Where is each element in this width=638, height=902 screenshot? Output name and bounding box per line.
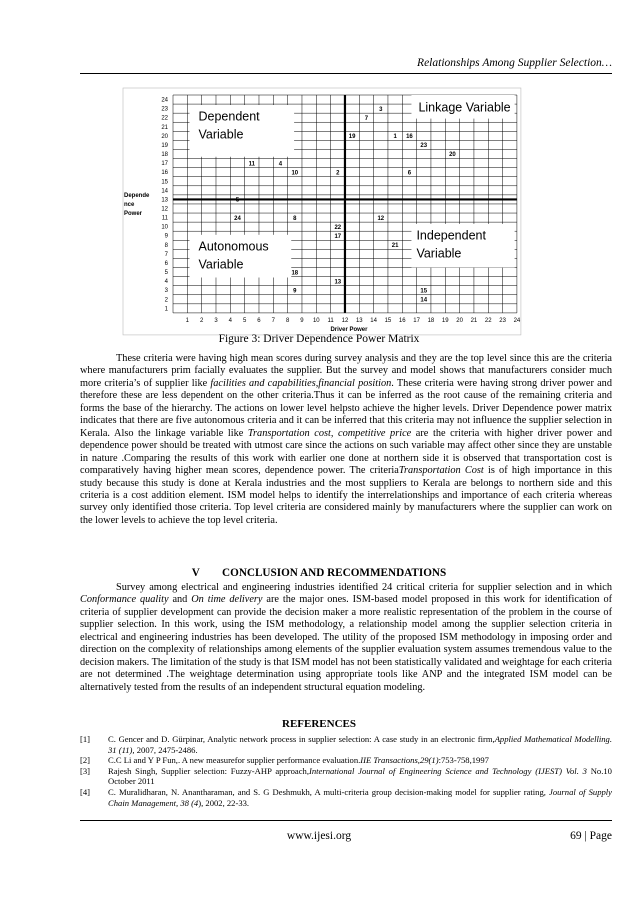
x-tick-label: 18 [427,317,435,324]
italic-run: Transportation cost, competitive price [247,427,412,439]
y-tick-label: 16 [161,170,168,177]
italic-run: facilities and capabilities,financial position [210,377,392,389]
x-tick-label: 17 [413,317,420,324]
paragraph-analysis-text: These criteria were having high mean scores during survey analysis and they are the top level since this are the criteria where manufacturers prim facially evaluates the supplier. But the survey and model shows that manufacturers consider much more criteria’s of supplier like facilities and capabilities,financial position. These criteria were having strong driver power and therefore these are less dependent on the other criteria.Thus it can be inferred as the root cause of the remaining criteria and forms the base of the hierarchy. The actions on lower level helpsto achieve the higher levels. Driver Dependence power matrix indicates that there are five autonomous criteria and it can be inferred that this criteria may not influence the supplier selection in Kerala. Also the linkage variable like Transportation cost, competitive price are the criteria with higher driver power and dependence power should be treated with utmost care since the actions on such variable may affect other since they are unstable in nature .Comparing the results of this work with earlier one done at northern side it is observed that transportation cost is comparatively having higher mean scores, dependence power. The criteriaTransportation Cost is of high importance in this study because this study is done at Kerala industries and the most suppliers to Kerala are belongs to northern side and this criteria is a cost addition element. ISM model helps to identify the interrelationships and importance of each criteria whereas survey only identified those criteria. Top level criteria are considered mainly by manufacturers where the supplier can work on the lower levels to achieve the top level criteria. [80,353,613,526]
x-tick-label: 21 [470,317,478,324]
x-tick-label: 19 [441,317,449,324]
quadrant-label: Dependent [198,109,260,124]
data-point-label: 14 [420,297,428,304]
x-tick-label: 24 [513,317,521,324]
reference-text: C. Muralidharan, N. Anantharaman, and S. G Deshmukh, A multi-criteria group decision-making model for supplier rating, Journal of Supply Chain Management, 38 (4), 2002, 22-33. [108,786,612,808]
y-axis-label: Depende [124,193,150,199]
x-tick-label: 7 [271,317,275,324]
data-point-label: 9 [293,288,297,295]
x-tick-label: 1 [185,317,190,324]
quadrant-label: Variable [198,127,244,142]
references-heading: REFERENCES [282,718,356,730]
quadrant-label: Independent [416,228,486,243]
y-tick-label: 23 [161,106,168,113]
data-point-label: 16 [406,134,413,141]
figure-caption: Figure 3: Driver Dependence Power Matrix [218,333,420,345]
data-point-label: 3 [379,106,383,113]
x-tick-label: 5 [242,317,247,324]
data-point-label: 4 [278,161,283,168]
section-heading [0,567,638,579]
x-axis-label: Driver Power [330,326,368,333]
quadrant-label: Variable [198,257,244,272]
y-tick-label: 3 [164,288,168,295]
y-tick-label: 12 [161,206,168,213]
paragraph-conclusion-text: Survey among electrical and engineering industries identified 24 critical criteria for supplier selection and in which Conformance quality and On time delivery are the major ones. ISM-based model proposed in this work for identification of criteria of supplier development can provide the decision maker a more realistic representation of the problem in the course of supplier selection. In this work, using the ISM methodology, a relationship model among the supplier selection criteria in electrical and engineering industries has been developed. The utility of the proposed ISM methodology in imposing order and direction on the complexity of relationships among elements of the supplier evaluation system assumes tremendous value to the decision makers. The limitation of the study is that ISM model has not been statistically validated and weightage for each criteria are not determined .The weightage determination using appropriate tools like ANP and the integrated ISM model can be alternatively tested from the results of an independent structural equation modeling. [80,582,613,693]
x-tick-label: 20 [456,317,463,324]
y-tick-label: 10 [161,224,168,231]
italic-run: Transportation Cost [398,465,484,477]
references-list [80,734,612,808]
x-tick-label: 2 [199,317,204,324]
reference-text: C. Gencer and D. Gürpinar, Analytic network process in supplier selection: A case study in an electronic firm,Applied Mathematical Modelling. 31 (11), 2007, 2475-2486. [108,734,613,755]
y-tick-label: 20 [161,133,168,140]
y-tick-label: 18 [161,152,168,159]
reference-text: C.C Li and Y P Fun,. A new measurefor supplier performance evaluation.IIE Transactions,29(1):753-758,1997 [108,755,489,766]
footer-rule [80,820,612,821]
data-point-label: 1 [393,134,397,141]
data-point-label: 17 [334,233,342,240]
reference-item [80,787,612,808]
y-tick-label: 1 [164,306,168,313]
y-tick-label: 14 [161,188,168,195]
section-heading-text: V CONCLUSION AND RECOMMENDATIONS [191,567,447,579]
italic-run: Journal of Supply Chain Management, 38 (4 [108,786,612,808]
data-point-label: 15 [420,288,428,295]
data-point-label: 2 [336,170,340,177]
y-tick-label: 21 [161,124,168,131]
paragraph-conclusion [80,582,612,694]
data-point-label: 23 [420,143,428,150]
x-tick-label: 13 [355,317,363,324]
y-tick-label: 8 [164,242,168,249]
y-tick-label: 5 [164,270,168,277]
x-tick-label: 12 [341,317,349,324]
italic-run: Applied Mathematical Modelling. 31 (11), [108,734,613,755]
data-point-label: 18 [291,270,299,277]
y-axis-label: nce [124,202,135,208]
x-tick-label: 15 [384,317,392,324]
italic-run: On time delivery [191,594,263,606]
quadrant-label: Autonomous [198,239,269,254]
data-point-label: 11 [248,161,255,168]
reference-item [80,766,612,787]
data-point-label: 24 [234,215,241,222]
y-tick-label: 2 [164,297,168,304]
y-tick-label: 19 [161,142,168,149]
reference-number: [3] [80,765,91,776]
footer-url: www.ijesi.org [286,830,352,842]
quadrant-label: Variable [416,246,462,261]
data-point-label: 8 [293,215,297,222]
y-tick-label: 9 [164,233,168,240]
reference-item [80,755,612,766]
reference-text: Rajesh Singh, Supplier selection: Fuzzy-AHP approach,International Journal of Engineering Science and Technology (IJEST) Vol. 3 No.10 October 2011 [108,765,612,787]
x-tick-label: 3 [214,317,218,324]
data-point-label: 5 [235,197,240,204]
data-point-label: 10 [291,170,299,177]
x-tick-label: 8 [285,317,290,324]
x-tick-label: 14 [370,317,377,324]
x-tick-label: 10 [312,317,320,324]
data-point-label: 6 [407,170,412,177]
data-point-label: 13 [334,279,342,286]
data-point-label: 7 [364,115,369,122]
italic-run: IIE Transactions,29(1) [360,755,439,766]
y-axis-label: Power [124,211,143,217]
footer-page-number: 69 | Page [570,830,612,842]
x-tick-label: 16 [398,317,406,324]
y-tick-label: 6 [164,260,168,267]
y-tick-label: 7 [164,251,168,258]
paragraph-analysis [80,353,612,527]
running-header: Relationships Among Supplier Selection… [417,57,612,69]
italic-run: International Journal of Engineering Science and Technology (IJEST) Vol. 3 [308,765,587,776]
y-tick-label: 13 [161,197,168,204]
data-point-label: 21 [391,243,399,250]
data-point-label: 20 [449,152,456,159]
y-tick-label: 4 [164,279,168,286]
x-tick-label: 11 [327,317,334,324]
y-tick-label: 17 [161,161,168,168]
chart-frame [123,88,521,335]
reference-number: [4] [80,786,91,797]
reference-number: [2] [80,755,91,766]
data-point-label: 12 [377,215,385,222]
y-tick-label: 15 [161,179,168,186]
y-tick-label: 11 [161,215,168,222]
y-tick-label: 22 [161,115,168,122]
driver-dependence-chart [0,0,638,340]
data-point-label: 22 [334,224,342,231]
italic-run: Conformance quality [80,594,169,606]
reference-number: [1] [80,734,91,744]
reference-item [80,734,612,755]
y-tick-label: 24 [161,97,168,104]
x-tick-label: 4 [228,317,232,324]
x-tick-label: 23 [499,317,506,324]
data-point-label: 19 [348,134,356,141]
x-tick-label: 22 [484,317,492,324]
quadrant-label: Linkage Variable [418,100,511,115]
x-tick-label: 9 [300,317,304,324]
x-tick-label: 6 [257,317,261,324]
